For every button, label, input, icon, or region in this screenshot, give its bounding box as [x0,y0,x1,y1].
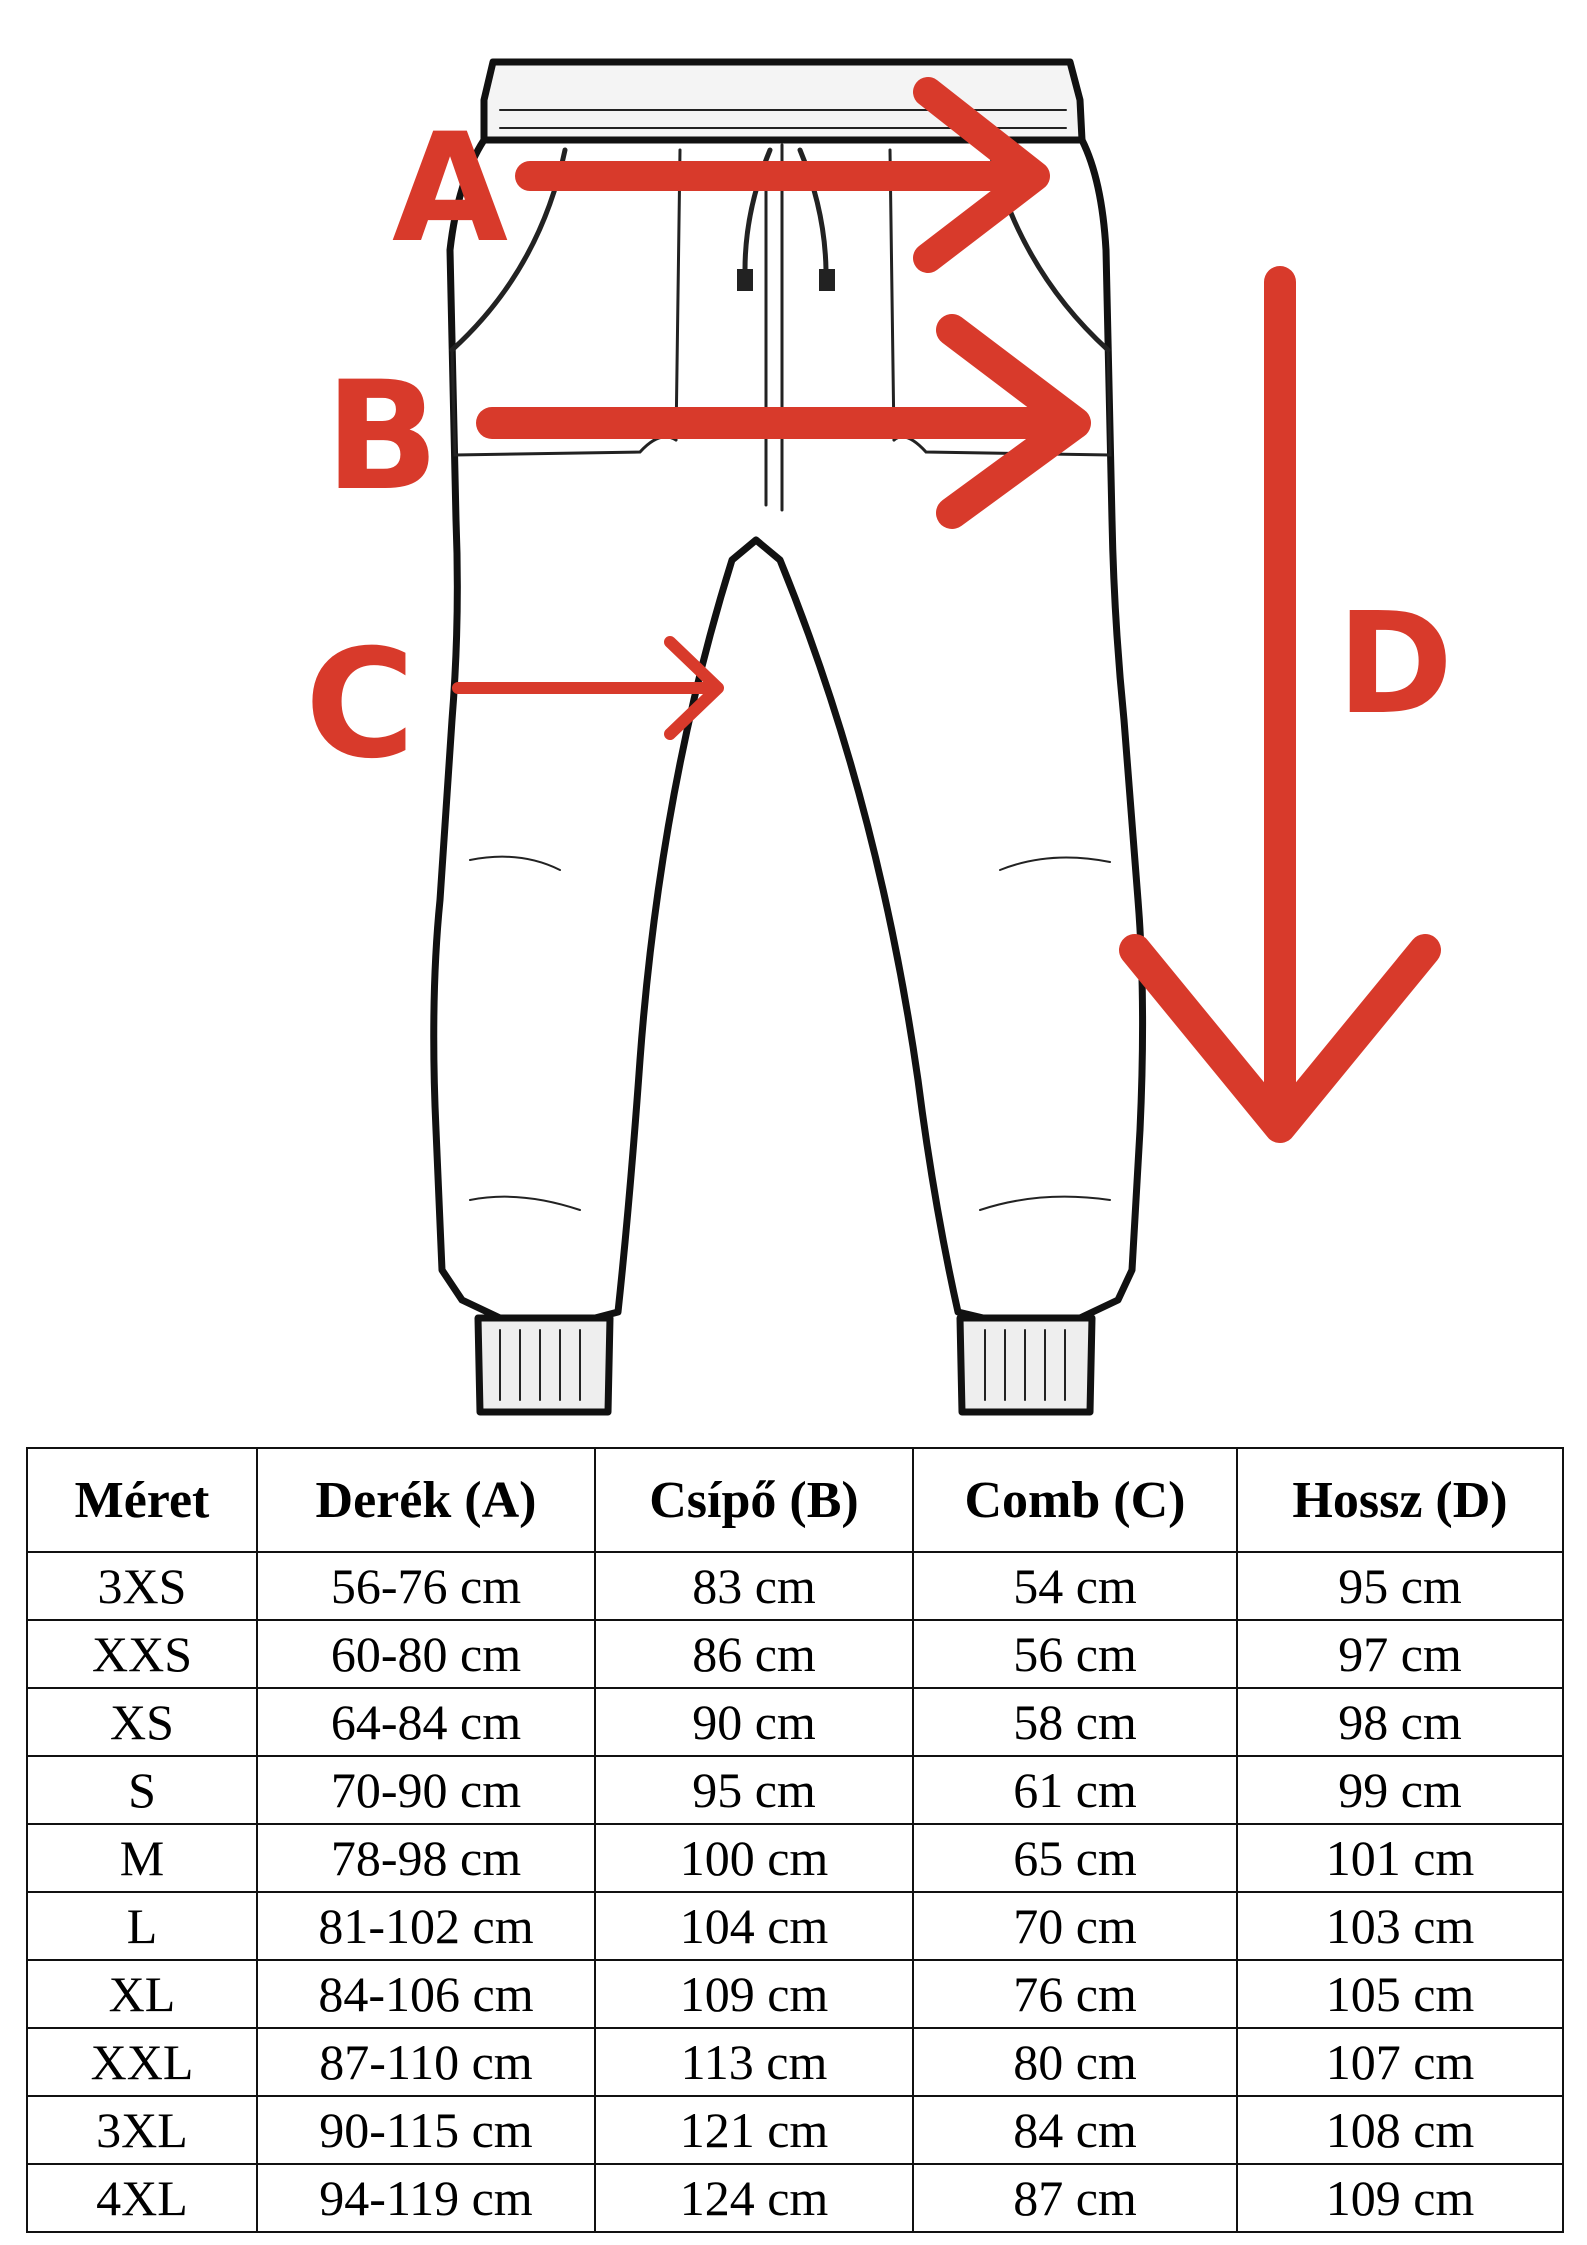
cell-length: 95 cm [1237,1552,1563,1620]
cell-size: XXL [27,2028,257,2096]
cell-length: 108 cm [1237,2096,1563,2164]
cell-length: 107 cm [1237,2028,1563,2096]
cell-hip: 121 cm [595,2096,913,2164]
cell-thigh: 76 cm [913,1960,1237,2028]
cell-size: XS [27,1688,257,1756]
marker-d: D [1336,583,1454,746]
cell-length: 105 cm [1237,1960,1563,2028]
cell-thigh: 70 cm [913,1892,1237,1960]
cell-hip: 86 cm [595,1620,913,1688]
cell-thigh: 65 cm [913,1824,1237,1892]
cell-thigh: 56 cm [913,1620,1237,1688]
header-thigh: Comb (C) [913,1448,1237,1552]
table-row [27,2164,1563,2232]
cell-size: XL [27,1960,257,2028]
cell-thigh: 61 cm [913,1756,1237,1824]
cell-hip: 100 cm [595,1824,913,1892]
table-row [27,1688,1563,1756]
cell-size: M [27,1824,257,1892]
table-row [27,1892,1563,1960]
table-body [27,1552,1563,2232]
cell-waist: 56-76 cm [257,1552,595,1620]
cell-hip: 124 cm [595,2164,913,2232]
cell-thigh: 84 cm [913,2096,1237,2164]
cell-size: 3XL [27,2096,257,2164]
table-row [27,1960,1563,2028]
cell-waist: 94-119 cm [257,2164,595,2232]
cell-waist: 78-98 cm [257,1824,595,1892]
cell-hip: 90 cm [595,1688,913,1756]
cell-hip: 95 cm [595,1756,913,1824]
header-hip: Csípő (B) [595,1448,913,1552]
cell-hip: 113 cm [595,2028,913,2096]
cell-hip: 109 cm [595,1960,913,2028]
marker-a: A [391,102,509,276]
cell-length: 101 cm [1237,1824,1563,1892]
marker-b: B [324,350,440,524]
cell-waist: 84-106 cm [257,1960,595,2028]
header-waist: Derék (A) [257,1448,595,1552]
size-chart-table [26,1447,1564,2233]
header-size: Méret [27,1448,257,1552]
cell-thigh: 54 cm [913,1552,1237,1620]
cell-size: 3XS [27,1552,257,1620]
cell-thigh: 80 cm [913,2028,1237,2096]
table-header-row [27,1448,1563,1552]
cell-hip: 83 cm [595,1552,913,1620]
cell-length: 97 cm [1237,1620,1563,1688]
table-row [27,1552,1563,1620]
cell-size: 4XL [27,2164,257,2232]
cell-waist: 70-90 cm [257,1756,595,1824]
cell-waist: 90-115 cm [257,2096,595,2164]
table-row [27,2096,1563,2164]
table-row [27,2028,1563,2096]
table-row [27,1824,1563,1892]
cell-waist: 81-102 cm [257,1892,595,1960]
cell-length: 99 cm [1237,1756,1563,1824]
cell-length: 98 cm [1237,1688,1563,1756]
cell-hip: 104 cm [595,1892,913,1960]
cell-size: XXS [27,1620,257,1688]
table-row [27,1620,1563,1688]
cell-size: L [27,1892,257,1960]
table-row [27,1756,1563,1824]
cell-length: 109 cm [1237,2164,1563,2232]
header-length: Hossz (D) [1237,1448,1563,1552]
marker-c: C [304,618,416,792]
cell-length: 103 cm [1237,1892,1563,1960]
cell-waist: 64-84 cm [257,1688,595,1756]
cell-size: S [27,1756,257,1824]
cell-waist: 60-80 cm [257,1620,595,1688]
cell-thigh: 87 cm [913,2164,1237,2232]
cell-waist: 87-110 cm [257,2028,595,2096]
cell-thigh: 58 cm [913,1688,1237,1756]
